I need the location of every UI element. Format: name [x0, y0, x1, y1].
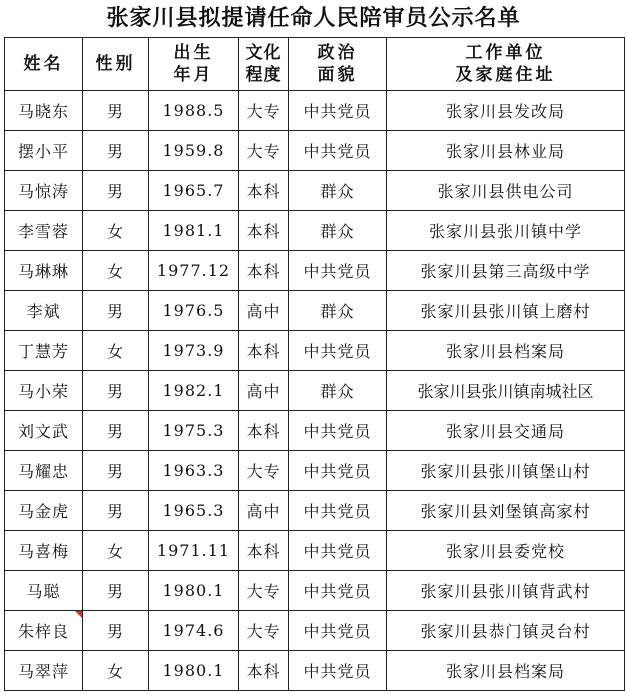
cell-gender: 女: [83, 531, 149, 571]
cell-gender: 男: [83, 451, 149, 491]
cell-gender: 男: [83, 411, 149, 451]
cell-name: 李斌: [5, 291, 83, 331]
cell-unit: 张家川县张川镇南城社区: [387, 371, 625, 411]
header-unit-line-2: 及家庭住址: [455, 65, 556, 85]
cell-birth: 1988.5: [149, 91, 239, 131]
cell-birth: 1965.3: [149, 491, 239, 531]
cell-birth: 1974.6: [149, 611, 239, 651]
cell-education: 本科: [239, 651, 289, 691]
cell-unit: 张家川县张川镇上磨村: [387, 291, 625, 331]
cell-party: 中共党员: [289, 571, 387, 611]
cell-name: 马惊涛: [5, 171, 83, 211]
table-row: [5, 411, 625, 451]
header-birth-line-2: 年月: [173, 65, 214, 85]
cell-education: 本科: [239, 411, 289, 451]
cell-gender: 女: [83, 211, 149, 251]
cell-education: 大专: [239, 611, 289, 651]
cell-unit: 张家川县张川镇背武村: [387, 571, 625, 611]
cell-education: 大专: [239, 131, 289, 171]
table-row: [5, 491, 625, 531]
table-row: [5, 251, 625, 291]
cell-party: 中共党员: [289, 531, 387, 571]
cell-party: 中共党员: [289, 91, 387, 131]
cell-birth: 1976.5: [149, 291, 239, 331]
comment-marker-icon: [75, 611, 82, 618]
cell-party: 群众: [289, 371, 387, 411]
cell-gender: 男: [83, 491, 149, 531]
cell-party: 中共党员: [289, 451, 387, 491]
cell-name: 马金虎: [5, 491, 83, 531]
table-body: [5, 91, 625, 691]
table-row: [5, 371, 625, 411]
cell-party: 中共党员: [289, 611, 387, 651]
header-education-line-1: 文化: [245, 43, 282, 63]
cell-birth: 1982.1: [149, 371, 239, 411]
table-row: [5, 651, 625, 691]
cell-name: 李雪蓉: [5, 211, 83, 251]
cell-education: 本科: [239, 331, 289, 371]
table-row: [5, 571, 625, 611]
cell-unit: 张家川县刘堡镇高家村: [387, 491, 625, 531]
cell-party: 中共党员: [289, 331, 387, 371]
cell-gender: 男: [83, 91, 149, 131]
header-gender: [83, 38, 149, 91]
header-unit-line-1: 工作单位: [465, 43, 546, 63]
cell-birth: 1980.1: [149, 651, 239, 691]
cell-birth: 1959.8: [149, 131, 239, 171]
cell-unit: 张家川县张川镇堡山村: [387, 451, 625, 491]
cell-birth: 1973.9: [149, 331, 239, 371]
cell-unit: 张家川县档案局: [387, 331, 625, 371]
cell-birth: 1963.3: [149, 451, 239, 491]
cell-name-text: 朱梓良: [17, 622, 69, 641]
cell-name: 马耀忠: [5, 451, 83, 491]
cell-name: 刘文武: [5, 411, 83, 451]
cell-birth: 1977.12: [149, 251, 239, 291]
cell-unit: 张家川县委党校: [387, 531, 625, 571]
cell-unit: 张家川县发改局: [387, 91, 625, 131]
cell-education: 本科: [239, 171, 289, 211]
cell-unit: 张家川县林业局: [387, 131, 625, 171]
table-row: [5, 291, 625, 331]
cell-education: 大专: [239, 91, 289, 131]
cell-name: 马聪: [5, 571, 83, 611]
header-party-line-1: 政治: [317, 43, 358, 63]
cell-party: 群众: [289, 291, 387, 331]
table-row: [5, 611, 625, 651]
cell-gender: 男: [83, 371, 149, 411]
cell-education: 本科: [239, 251, 289, 291]
header-party: [289, 38, 387, 91]
cell-name: 马琳琳: [5, 251, 83, 291]
cell-name: 马翠萍: [5, 651, 83, 691]
cell-unit: 张家川县第三高级中学: [387, 251, 625, 291]
cell-education: 本科: [239, 211, 289, 251]
cell-gender: 男: [83, 171, 149, 211]
header-birth-line-1: 出生: [173, 43, 214, 63]
table-row: [5, 211, 625, 251]
cell-birth: 1971.11: [149, 531, 239, 571]
header-birth: [149, 38, 239, 91]
cell-education: 大专: [239, 571, 289, 611]
cell-name: 摆小平: [5, 131, 83, 171]
table-row: [5, 331, 625, 371]
cell-education: 高中: [239, 491, 289, 531]
header-name: [5, 38, 83, 91]
cell-education: 高中: [239, 291, 289, 331]
table-row: [5, 171, 625, 211]
header-name-line: 姓名: [23, 54, 64, 74]
cell-unit: 张家川县恭门镇灵台村: [387, 611, 625, 651]
cell-birth: 1975.3: [149, 411, 239, 451]
cell-name: 丁慧芳: [5, 331, 83, 371]
cell-unit: 张家川县供电公司: [387, 171, 625, 211]
header-party-line-2: 面貌: [317, 65, 358, 85]
table-row: [5, 531, 625, 571]
cell-gender: 男: [83, 571, 149, 611]
cell-birth: 1980.1: [149, 571, 239, 611]
roster-table: [4, 37, 625, 691]
cell-name: 马喜梅: [5, 531, 83, 571]
cell-gender: 女: [83, 251, 149, 291]
cell-gender: 男: [83, 291, 149, 331]
cell-unit: 张家川县档案局: [387, 651, 625, 691]
cell-party: 中共党员: [289, 131, 387, 171]
cell-party: 群众: [289, 211, 387, 251]
cell-gender: 男: [83, 131, 149, 171]
cell-birth: 1965.7: [149, 171, 239, 211]
table-row: [5, 131, 625, 171]
table-header: [5, 38, 625, 91]
cell-party: 中共党员: [289, 251, 387, 291]
cell-party: 中共党员: [289, 651, 387, 691]
cell-gender: 女: [83, 651, 149, 691]
cell-gender: 男: [83, 611, 149, 651]
cell-gender: 女: [83, 331, 149, 371]
cell-party: 中共党员: [289, 411, 387, 451]
header-gender-line: 性别: [95, 54, 136, 74]
cell-education: 大专: [239, 451, 289, 491]
cell-education: 本科: [239, 531, 289, 571]
header-education-line-2: 程度: [245, 65, 282, 85]
cell-name: 马小荣: [5, 371, 83, 411]
cell-education: 高中: [239, 371, 289, 411]
header-education: [239, 38, 289, 91]
cell-unit: 张家川县张川镇中学: [387, 211, 625, 251]
cell-name: [5, 611, 83, 651]
cell-unit: 张家川县交通局: [387, 411, 625, 451]
header-unit: [387, 38, 625, 91]
cell-party: 中共党员: [289, 491, 387, 531]
table-row: [5, 451, 625, 491]
cell-name: 马晓东: [5, 91, 83, 131]
page-title: 张家川县拟提请任命人民陪审员公示名单: [106, 5, 521, 31]
header-row: [5, 38, 625, 91]
cell-party: 群众: [289, 171, 387, 211]
cell-birth: 1981.1: [149, 211, 239, 251]
table-row: [5, 91, 625, 131]
